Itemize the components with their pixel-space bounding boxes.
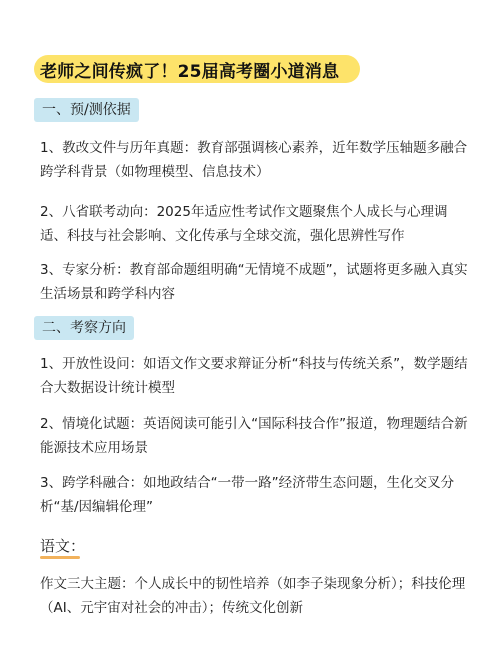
section-heading-direction: 二、考察方向	[34, 316, 134, 340]
basis-item-3: 3、专家分析：教育部命题组明确“无情境不成题”，试题将更多融入真实生活场景和跨学科内容	[40, 262, 468, 302]
basis-item-1: 1、教改文件与历年真题：教育部强调核心素养，近年数学压轴题多融合跨学科背景（如物理模型、信息技术）	[40, 140, 468, 180]
subject-label-chinese: 语文：	[40, 537, 86, 555]
direction-item-2: 2、情境化试题：英语阅读可能引入“国际科技合作”报道，物理题结合新能源技术应用场景	[40, 416, 468, 456]
basis-item-2: 2、八省联考动向：2025年适应性考试作文题聚焦个人成长与心理调适、科技与社会影响、文化传承与全球交流，强化思辨性写作	[40, 204, 448, 244]
page-title: 老师之间传疯了！25届高考圈小道消息	[40, 62, 340, 82]
section-heading-basis: 一、预/测依据	[34, 98, 139, 122]
chinese-topics-paragraph: 作文三大主题：个人成长中的韧性培养（如李子柒现象分析）；科技伦理（AI、元宇宙对社会的冲击）；传统文化创新	[40, 576, 466, 616]
direction-item-1: 1、开放性设问：如语文作文要求辩证分析“科技与传统关系”，数学题结合大数据设计统计模型	[40, 356, 468, 396]
direction-item-3: 3、跨学科融合：如地政结合“一带一路”经济带生态问题，生化交叉分析“基/因编辑伦理”	[40, 475, 455, 515]
page-title-block	[34, 53, 360, 85]
subject-label-underline	[40, 556, 80, 559]
